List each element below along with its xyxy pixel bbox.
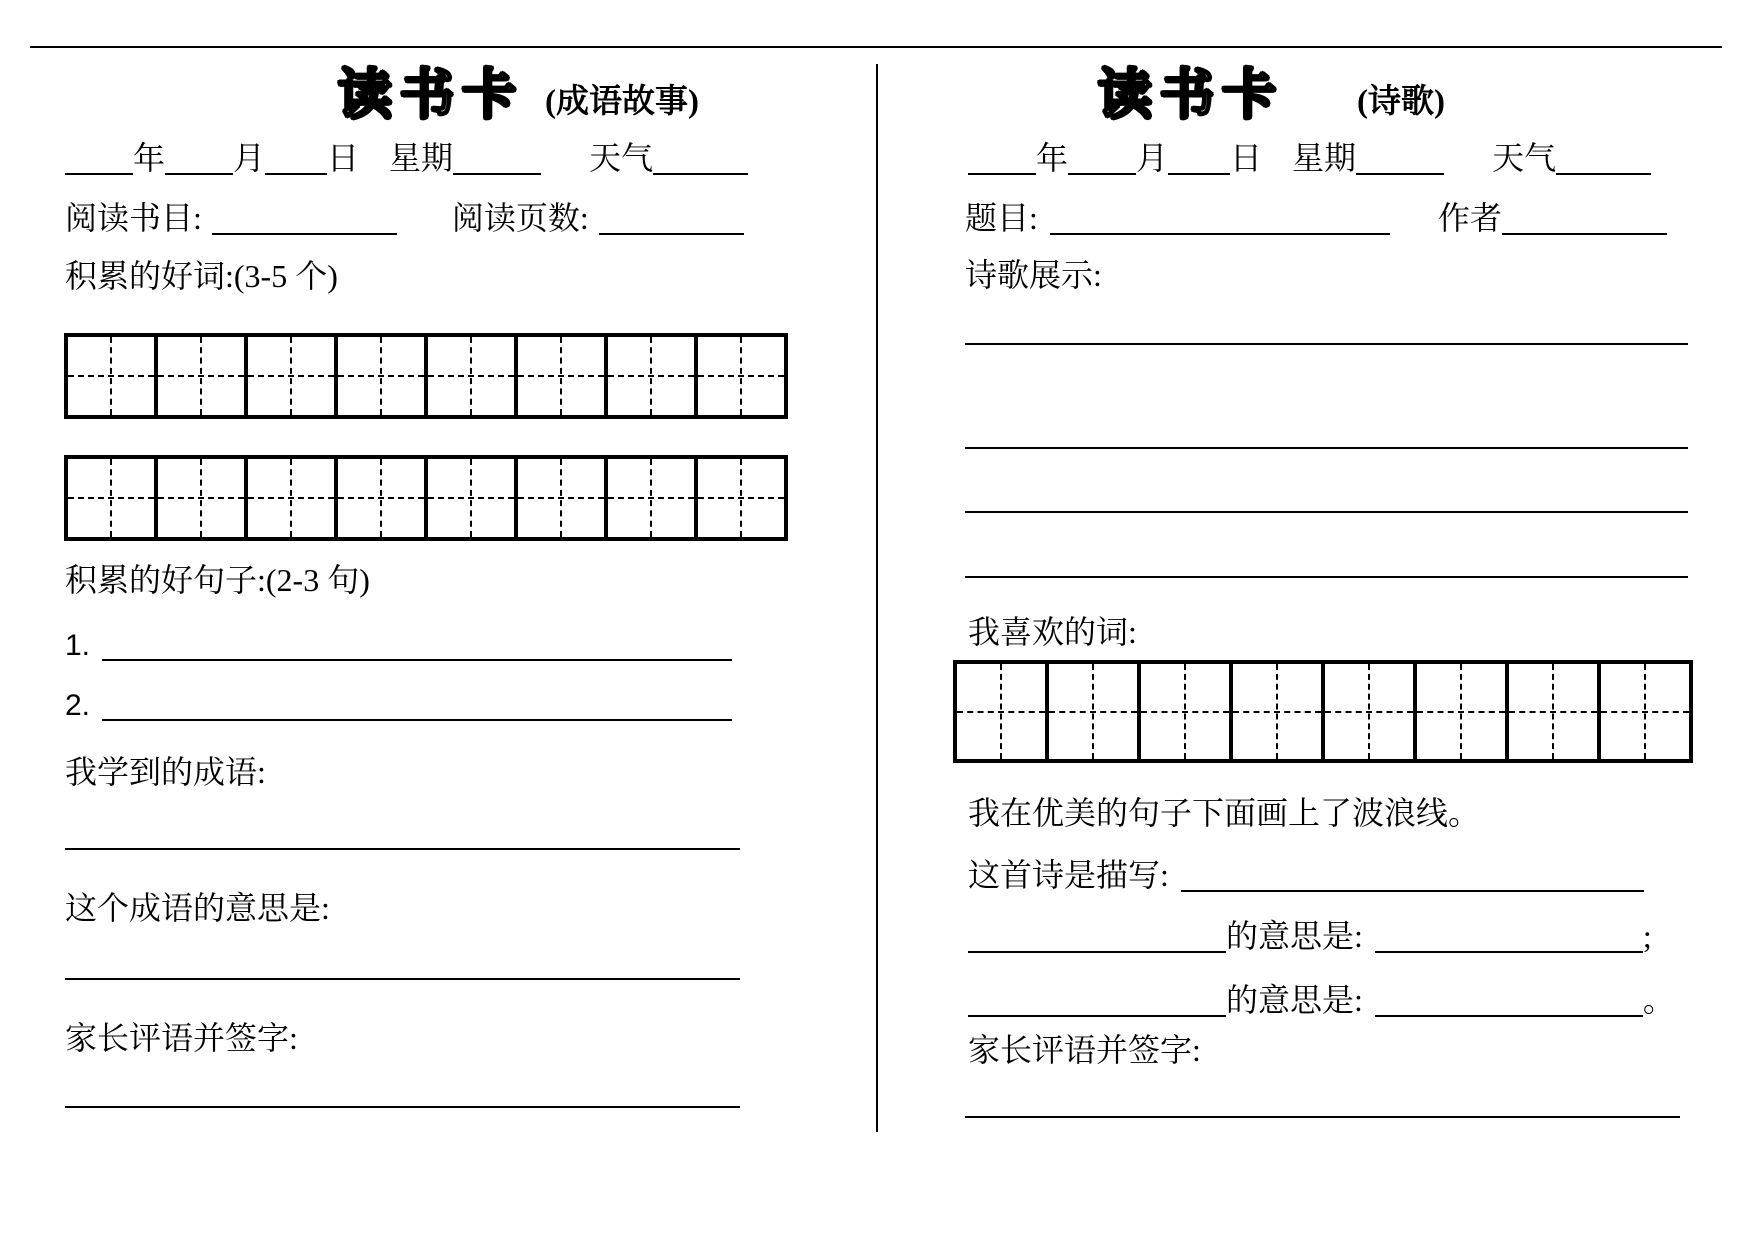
week-blank bbox=[1356, 139, 1444, 175]
meaning-blank-2 bbox=[1375, 981, 1643, 1017]
month-label: 月 bbox=[233, 140, 266, 176]
character-box bbox=[1045, 660, 1141, 763]
left-date-line bbox=[65, 138, 748, 178]
pages-label: 阅读页数: bbox=[451, 200, 589, 236]
character-box bbox=[953, 660, 1049, 763]
weather-label: 天气 bbox=[589, 140, 654, 176]
item-number-2: 2. bbox=[65, 689, 91, 722]
meaning-label-2: 的意思是: bbox=[1226, 982, 1363, 1018]
character-box bbox=[1321, 660, 1417, 763]
day-blank bbox=[265, 139, 327, 175]
column-divider bbox=[876, 64, 878, 1132]
word-blank-1 bbox=[968, 917, 1226, 953]
left-parent-line bbox=[65, 1106, 740, 1108]
character-box bbox=[514, 333, 608, 419]
idiom-meaning-heading bbox=[65, 888, 330, 928]
good-words-label: 积累的好词:(3-5 个) bbox=[65, 258, 338, 294]
sentence-blank-1 bbox=[102, 625, 732, 661]
character-box bbox=[1137, 660, 1233, 763]
meaning-label-1: 的意思是: bbox=[1226, 918, 1363, 954]
idiom-answer-line bbox=[65, 848, 740, 850]
describe-blank bbox=[1181, 856, 1644, 892]
top-rule bbox=[30, 46, 1722, 48]
character-box bbox=[334, 455, 428, 541]
author-blank bbox=[1502, 199, 1667, 235]
poem-show-heading bbox=[965, 255, 1102, 295]
character-box bbox=[694, 333, 788, 419]
weather-blank bbox=[1556, 139, 1651, 175]
meaning-line-1 bbox=[968, 916, 1652, 956]
character-box bbox=[154, 333, 248, 419]
year-blank bbox=[65, 139, 133, 175]
week-blank bbox=[453, 139, 541, 175]
parent-label: 家长评语并签字: bbox=[968, 1032, 1201, 1068]
wave-note-label: 我在优美的句子下面画上了波浪线。 bbox=[968, 795, 1481, 831]
poem-title-blank bbox=[1050, 199, 1390, 235]
author-label: 作者 bbox=[1437, 200, 1502, 236]
character-box bbox=[604, 333, 698, 419]
idiom-label: 我学到的成语: bbox=[65, 754, 266, 790]
item-number-1: 1. bbox=[65, 629, 91, 662]
character-box bbox=[154, 455, 248, 541]
poem-line-3 bbox=[965, 511, 1688, 513]
describe-line bbox=[968, 855, 1644, 895]
fav-words-label: 我喜欢的词: bbox=[968, 614, 1137, 650]
day-blank bbox=[1168, 139, 1230, 175]
character-grid-row-1 bbox=[64, 333, 788, 419]
book-label: 阅读书目: bbox=[65, 200, 202, 236]
right-date-line bbox=[968, 138, 1651, 178]
meaning-line-2 bbox=[968, 980, 1675, 1020]
sentence-line-1 bbox=[65, 624, 732, 666]
character-box bbox=[424, 455, 518, 541]
sentence-line-2 bbox=[65, 684, 732, 726]
good-sentences-label: 积累的好句子:(2-3 句) bbox=[65, 562, 370, 598]
character-box bbox=[1413, 660, 1509, 763]
left-book-line bbox=[65, 198, 744, 238]
year-label: 年 bbox=[133, 140, 166, 176]
character-box bbox=[694, 455, 788, 541]
good-sentences-heading bbox=[65, 560, 370, 600]
character-grid-row-3 bbox=[953, 660, 1693, 763]
meaning-blank-1 bbox=[1375, 917, 1643, 953]
day-label: 日 bbox=[327, 140, 360, 176]
idiom-heading bbox=[65, 752, 266, 792]
poem-line-2 bbox=[965, 447, 1688, 449]
month-blank bbox=[1068, 139, 1136, 175]
poem-line-1 bbox=[965, 343, 1688, 345]
parent-label: 家长评语并签字: bbox=[65, 1020, 298, 1056]
character-box bbox=[604, 455, 698, 541]
book-blank bbox=[212, 199, 397, 235]
character-box bbox=[334, 333, 428, 419]
sentence-blank-2 bbox=[102, 685, 732, 721]
poem-line-4 bbox=[965, 576, 1688, 578]
left-card-title: 读书卡 bbox=[338, 65, 524, 125]
month-label: 月 bbox=[1136, 140, 1169, 176]
good-words-heading bbox=[65, 256, 338, 296]
fav-words-heading bbox=[968, 612, 1137, 652]
character-box bbox=[64, 455, 158, 541]
semicolon-mark: ; bbox=[1642, 918, 1652, 954]
poem-title-label: 题目: bbox=[965, 200, 1038, 236]
wave-note-line bbox=[968, 793, 1480, 833]
period-mark: 。 bbox=[1642, 982, 1675, 1018]
week-label: 星期 bbox=[1292, 140, 1357, 176]
describe-label: 这首诗是描写: bbox=[968, 857, 1169, 893]
right-parent-heading bbox=[968, 1030, 1201, 1070]
character-box bbox=[1597, 660, 1693, 763]
right-card-title: 读书卡 bbox=[1098, 65, 1284, 125]
character-box bbox=[64, 333, 158, 419]
right-card-subtitle: (诗歌) bbox=[1357, 84, 1445, 120]
day-label: 日 bbox=[1230, 140, 1263, 176]
character-box bbox=[1229, 660, 1325, 763]
month-blank bbox=[165, 139, 233, 175]
weather-label: 天气 bbox=[1492, 140, 1557, 176]
poem-show-label: 诗歌展示: bbox=[965, 257, 1102, 293]
poem-title-line bbox=[965, 198, 1667, 238]
pages-blank bbox=[599, 199, 744, 235]
character-box bbox=[244, 333, 338, 419]
left-parent-heading bbox=[65, 1018, 298, 1058]
word-blank-2 bbox=[968, 981, 1226, 1017]
week-label: 星期 bbox=[389, 140, 454, 176]
year-blank bbox=[968, 139, 1036, 175]
character-grid-row-2 bbox=[64, 455, 788, 541]
left-card-subtitle: (成语故事) bbox=[545, 84, 699, 120]
character-box bbox=[424, 333, 518, 419]
character-box bbox=[514, 455, 608, 541]
character-box bbox=[1505, 660, 1601, 763]
weather-blank bbox=[653, 139, 748, 175]
idiom-meaning-label: 这个成语的意思是: bbox=[65, 890, 330, 926]
idiom-meaning-line bbox=[65, 978, 740, 980]
right-parent-line bbox=[965, 1116, 1680, 1118]
character-box bbox=[244, 455, 338, 541]
year-label: 年 bbox=[1036, 140, 1069, 176]
